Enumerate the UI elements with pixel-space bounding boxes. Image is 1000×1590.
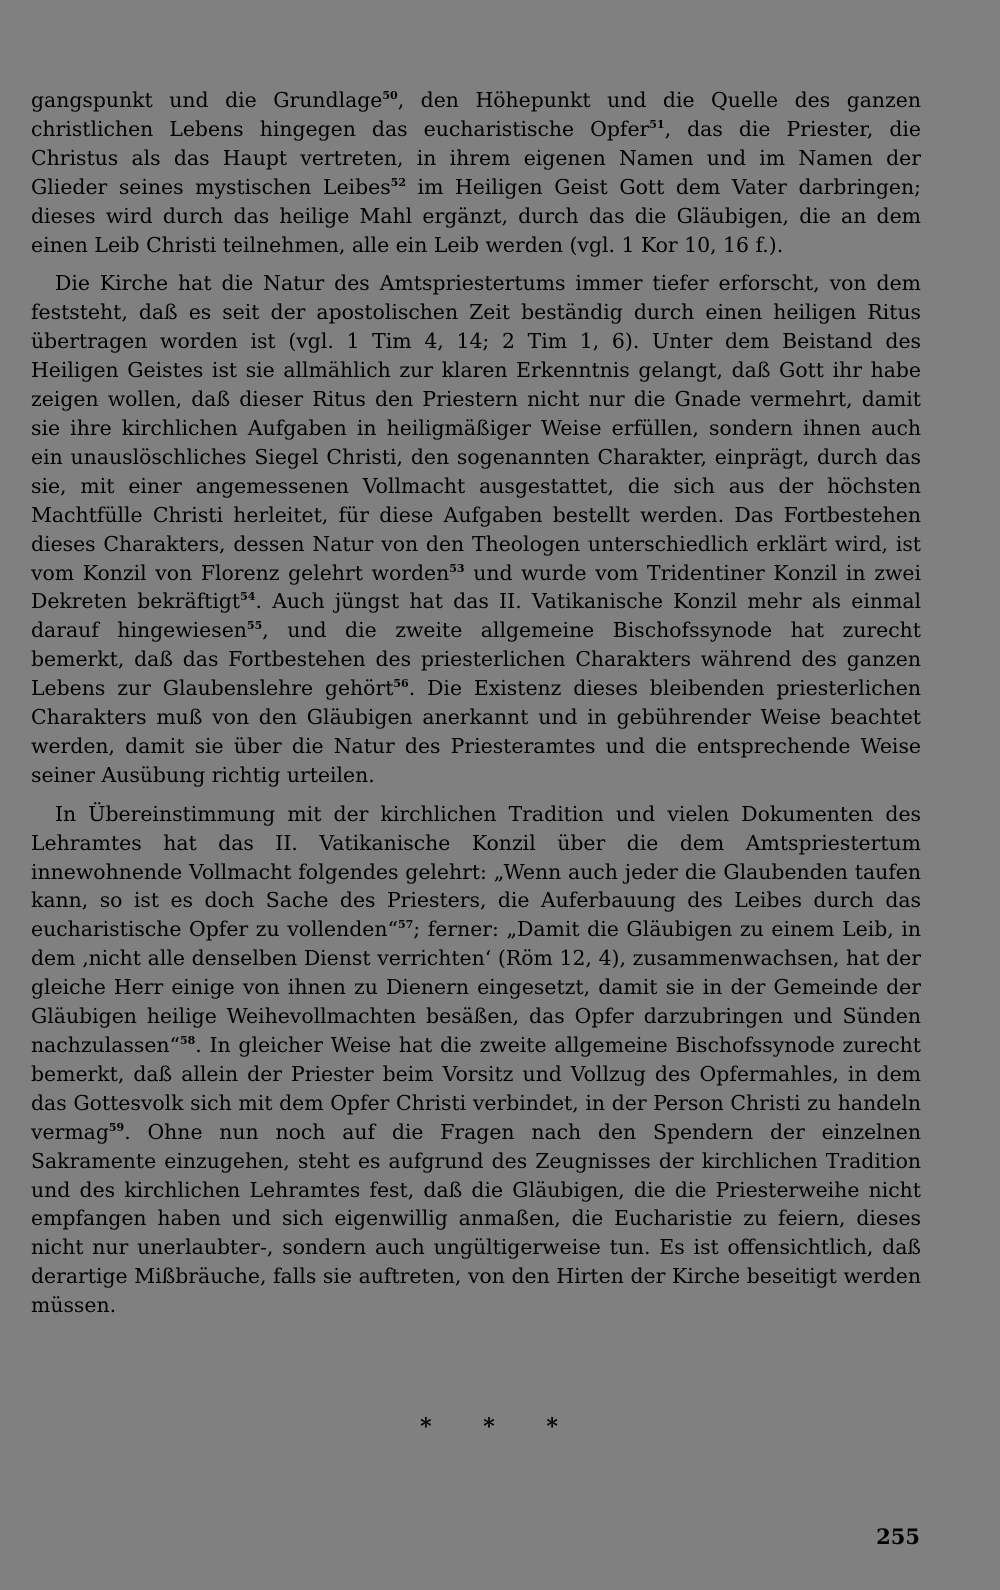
text-run: gangspunkt und die Grundlage (31, 88, 383, 112)
text-run: . Die Existenz dieses bleibenden priesterlichen Charakters muß von den Gläubigen anerkannt und in gebührender Weise beachtet werden, damit sie über die Natur des Priesteramtes und die entsprechende Weise seiner Ausübung richtig urteilen. (31, 676, 921, 787)
text-run: Die Kirche hat die Natur des Amtspriestertums immer tiefer erforscht, von dem feststeht, daß es seit der apostolischen Zeit beständig durch einen heiligen Ritus übertragen worden ist (vgl. 1 Tim 4, 14; 2 Tim 1, 6). Unter dem Beistand des Heiligen Geistes ist sie allmählich zur klaren Erkenntnis gelangt, daß Gott ihr habe zeigen wollen, daß dieser Ritus den Priestern nicht nur die Gnade vermehrt, damit sie ihre kirchlichen Aufgaben in heiligmäßiger Weise erfüllen, sondern ihnen auch ein unauslöschliches Siegel Christi, den sogenannten Charakter, einprägt, durch das sie, mit einer angemessenen Vollmacht ausgestattet, die sich aus der höchsten Machtfülle Christi herleitet, für diese Aufgaben bestellt werden. Das Fortbestehen dieses Charakters, dessen Natur von den Theologen unterschiedlich erklärt wird, ist vom Konzil von Florenz gelehrt worden (31, 271, 921, 585)
footnote-marker: 53 (449, 561, 465, 575)
section-separator: * * * (420, 1414, 580, 1440)
footnote-marker: 57 (397, 918, 414, 932)
footnote-marker: 52 (390, 175, 406, 189)
text-run: und wurde vom Tridentiner Konzil in zwei Dekreten bekräftigt (31, 560, 921, 614)
paragraph-2 (31, 269, 921, 789)
text-run: , den Höhepunkt und die Quelle des ganzen christlichen Lebens hingegen das eucharistische Opfer (31, 88, 921, 141)
page-number: 255 (876, 1524, 920, 1549)
text-run: , und die zweite allgemeine Bischofssynode hat zurecht bemerkt, daß das Fortbestehen des priesterlichen Charakters während des ganzen Lebens zur Glaubenslehre gehört (31, 618, 921, 701)
footnote-marker: 55 (246, 619, 263, 633)
text-run: im Heiligen Geist Gott dem Vater darbringen; dieses wird durch das heilige Mahl ergänzt, durch das die Gläubigen, die an dem einen Leib Christi teilnehmen, alle ein Leib werden (vgl. 1 Kor 10, 16 f.). (31, 174, 921, 257)
text-run: . Ohne nun noch auf die Fragen nach den Spendern der einzelnen Sakramente einzugehen, steht es aufgrund des Zeugnisses der kirchlichen Tradition und des kirchlichen Lehramtes fest, daß die Gläubigen, die die Priesterweihe nicht empfangen haben und sich eigenwillig anmaßen, die Eucharistie zu feiern, dieses nicht nur unerlaubter-, sondern auch ungültigerweise tun. Es ist offensichtlich, daß derartige Mißbräuche, falls sie auftreten, von den Hirten der Kirche beseitigt werden müssen. (31, 1119, 921, 1318)
footnote-marker: 51 (649, 118, 665, 132)
text-run: In Übereinstimmung mit der kirchlichen Tradition und vielen Dokumenten des Lehramtes hat das II. Vatikanische Konzil über die dem Amtspriestertum innewohnende Vollmacht folgendes gelehrt: „Wenn auch jeder die Glaubenden taufen kann, so ist es doch Sache des Priesters, die Auferbauung des Leibes durch das eucharistische Opfer zu vollenden“ (31, 801, 921, 942)
paragraph-3 (31, 800, 921, 1320)
paragraph-1 (31, 86, 921, 259)
page-body (31, 86, 921, 1330)
footnote-marker: 50 (382, 89, 398, 103)
text-run: . In gleicher Weise hat die zweite allgemeine Bischofssynode zurecht bemerkt, daß allein der Priester beim Vorsitz und Vollzug des Opfermahles, in dem das Gottesvolk sich mit dem Opfer Christi verbindet, in der Person Christi zu handeln vermag (31, 1033, 921, 1144)
text-run: , das die Priester, die Christus als das Haupt vertreten, in ihrem eigenen Namen und im Namen der Glieder seines mystischen Leibes (31, 116, 921, 199)
text-run: . Auch jüngst hat das II. Vatikanische Konzil mehr als einmal darauf hingewiesen (31, 589, 921, 643)
footnote-marker: 59 (108, 1120, 125, 1134)
footnote-marker: 58 (179, 1034, 196, 1048)
footnote-marker: 56 (393, 677, 409, 691)
footnote-marker: 54 (240, 590, 256, 604)
text-run: ; ferner: „Damit die Gläubigen zu einem Leib, in dem ‚nicht alle denselben Dienst verrichten‘ (Röm 12, 4), zusammenwachsen, hat der gleiche Herr einige von ihnen zu Dienern eingesetzt, damit sie in der Gemeinde der Gläubigen heilige Weihevollmachten besäßen, das Opfer darzubringen und Sünden nachzulassen“ (31, 917, 922, 1057)
